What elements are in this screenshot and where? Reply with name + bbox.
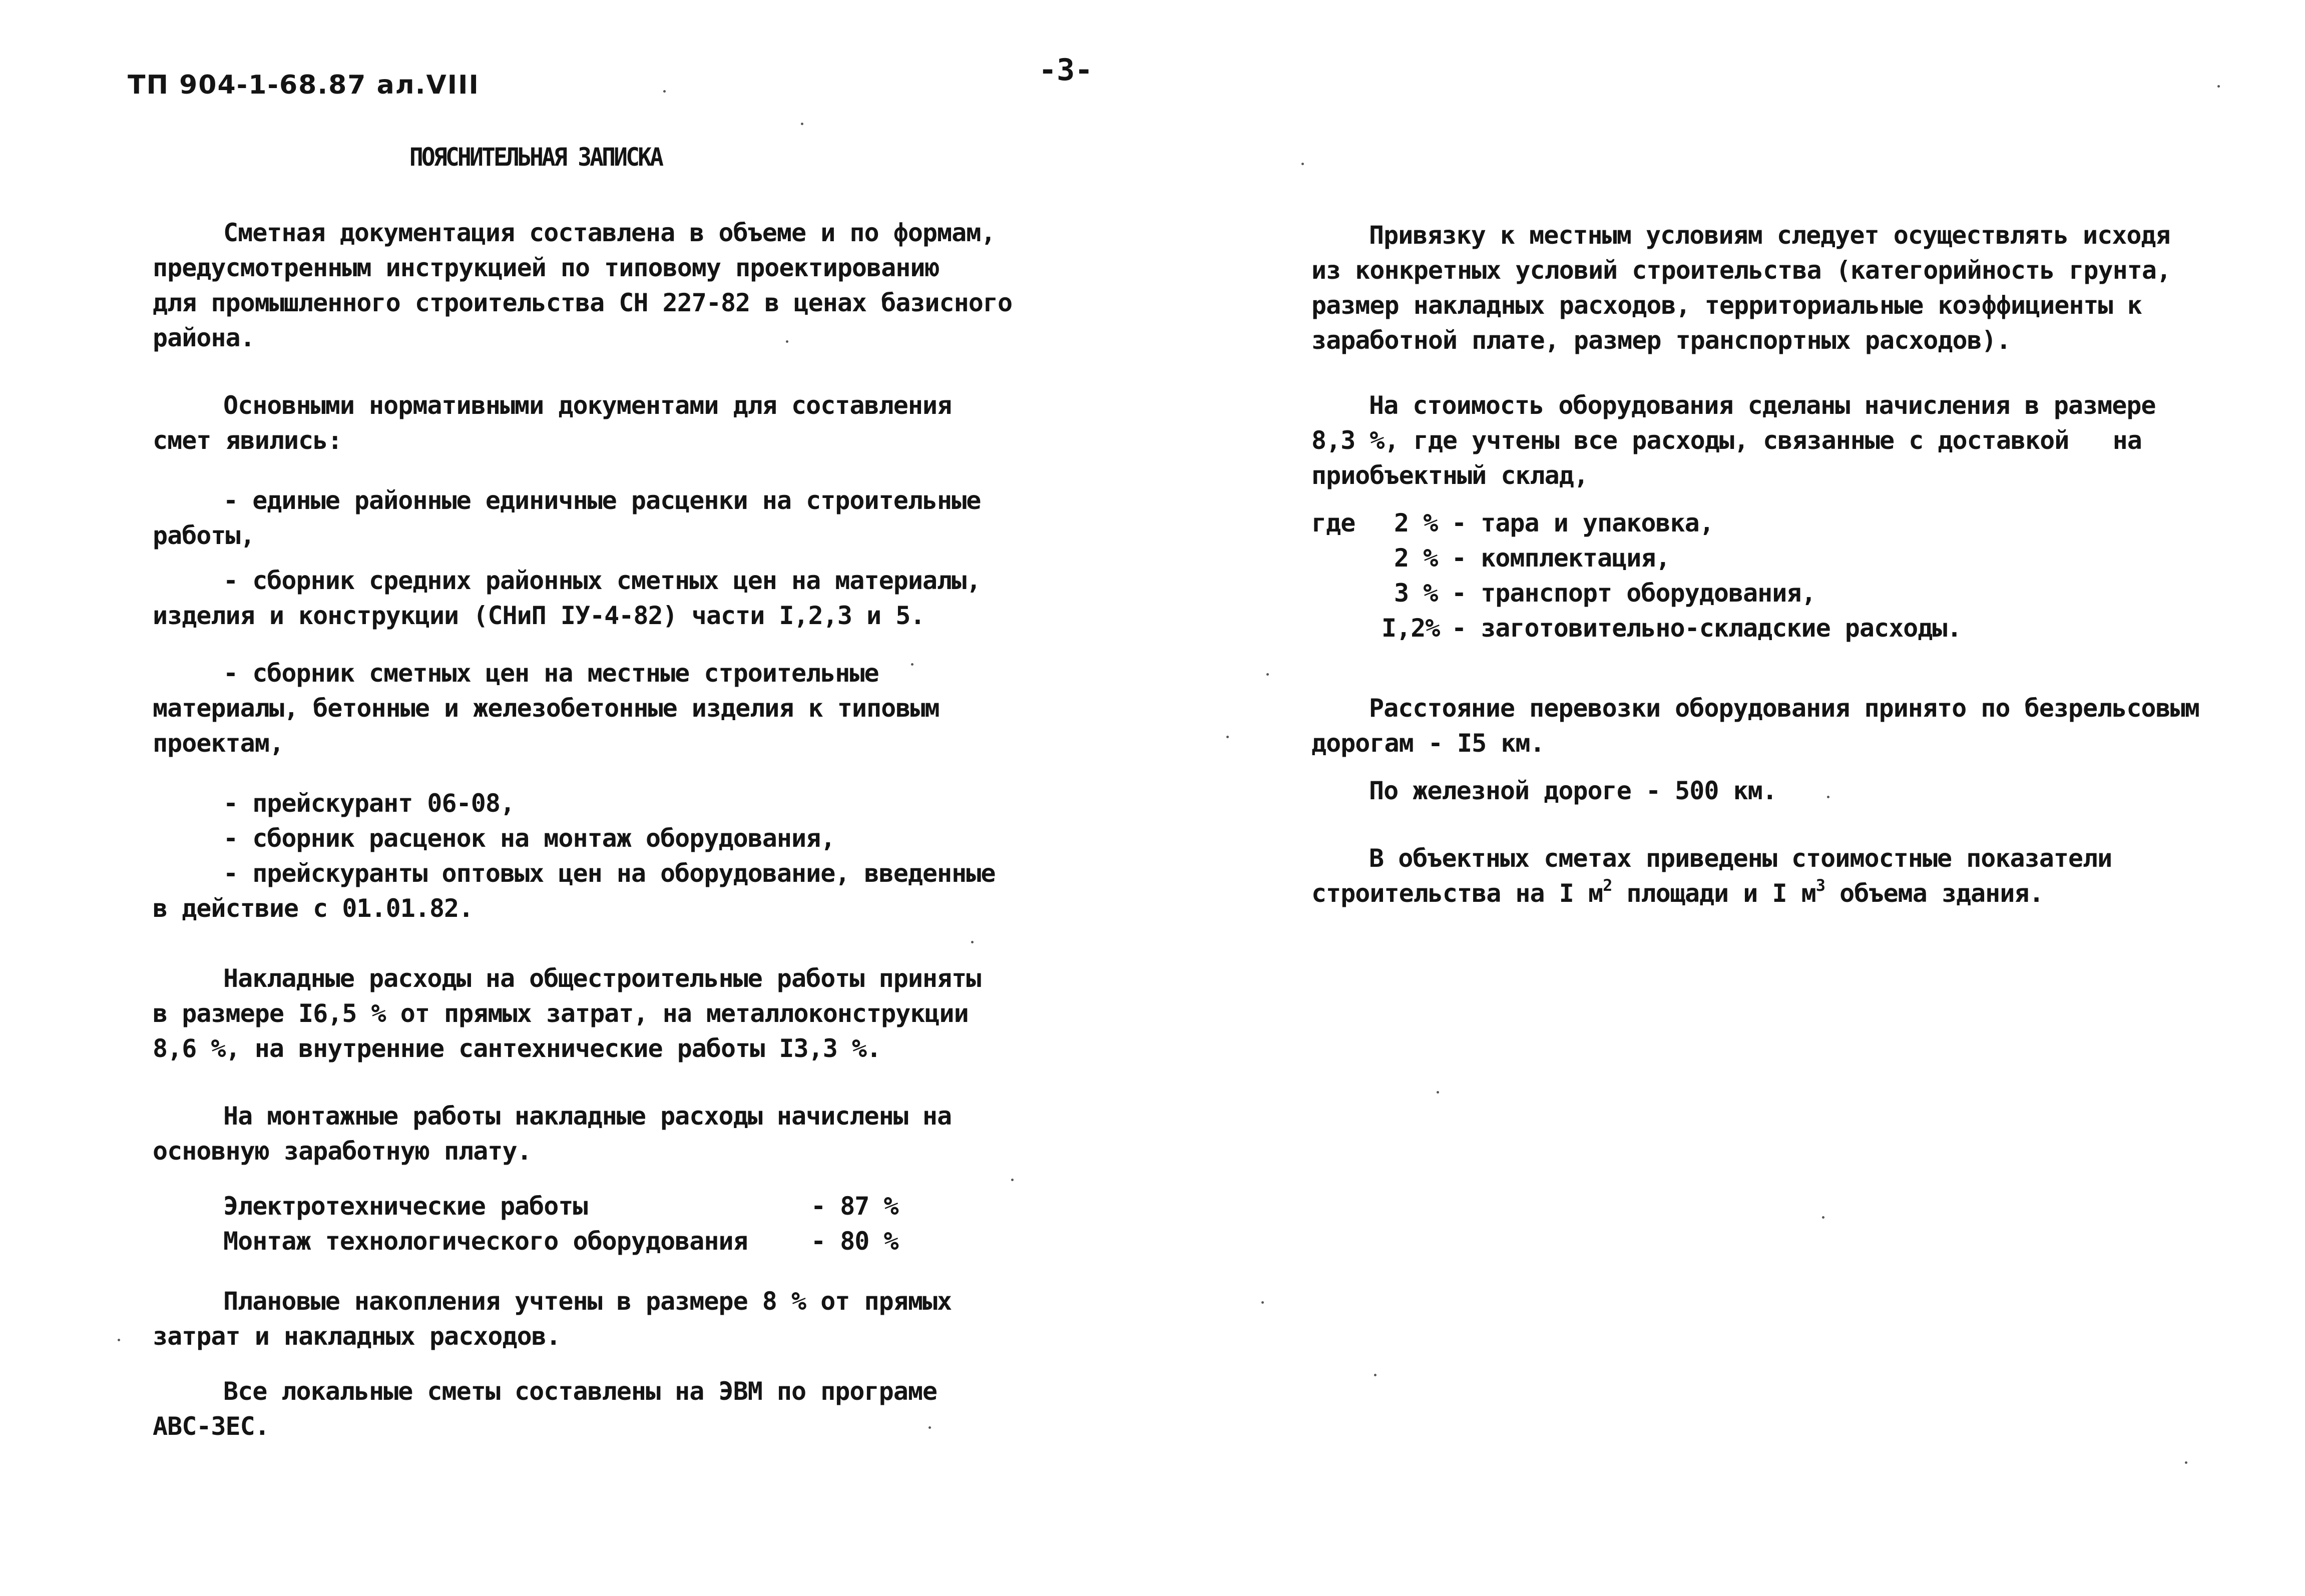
list-item-line: в действие с 01.01.82.	[153, 894, 474, 923]
rate-value: - 80 %	[811, 1227, 898, 1256]
scan-speck	[1437, 1091, 1439, 1094]
scan-speck	[2217, 85, 2220, 88]
breakdown-text: - заготовительно-складские расходы.	[1452, 614, 1962, 643]
paragraph-line: предусмотренным инструкцией по типовому проектированию	[153, 253, 940, 282]
paragraph-line: размер накладных расходов, территориальные коэффициенты к	[1311, 291, 2142, 320]
scan-speck	[1226, 736, 1229, 738]
list-item-line: проектам,	[153, 729, 284, 758]
paragraph-line: в размере I6,5 % от прямых затрат, на металлоконструкции	[153, 999, 969, 1028]
paragraph-line: По железной дороге - 500 км.	[1369, 776, 1777, 805]
list-item-line: - сборник средних районных сметных цен на материалы,	[223, 566, 981, 595]
paragraph-line: Сметная документация составлена в объеме и по формам,	[223, 218, 996, 247]
breakdown-text: - транспорт оборудования,	[1452, 579, 1816, 608]
scan-speck	[1822, 1216, 1824, 1219]
breakdown-value: 2 %	[1394, 544, 1438, 573]
paragraph-line: дорогам - I5 км.	[1311, 729, 1545, 758]
paragraph-line: приобъектный склад,	[1311, 461, 1588, 490]
list-item-line: изделия и конструкции (СНиП IУ-4-82) части I,2,3 и 5.	[153, 601, 925, 630]
breakdown-text: - комплектация,	[1452, 544, 1670, 573]
list-item-line: - единые районные единичные расценки на строительные	[223, 486, 981, 515]
text-fragment: строительства на I м	[1311, 879, 1603, 908]
list-item-line: - сборник расценок на монтаж оборудования,	[223, 824, 835, 853]
breakdown-text: - тара и упаковка,	[1452, 508, 1714, 538]
paragraph-line: АВС-ЗЕС.	[153, 1412, 269, 1441]
document-code: ТП 904-1-68.87 ал.VIII	[128, 70, 480, 100]
paragraph-line: основную заработную плату.	[153, 1137, 532, 1166]
scan-speck	[1827, 796, 1829, 798]
document-title: ПОЯСНИТЕЛЬНАЯ ЗАПИСКА	[409, 143, 662, 172]
scan-speck	[1261, 1301, 1264, 1304]
list-item-line: работы,	[153, 521, 255, 550]
scan-speck	[1266, 673, 1269, 676]
paragraph-line: из конкретных условий строительства (категорийность грунта,	[1311, 256, 2171, 285]
paragraph-line: для промышленного строительства СН 227-82 в ценах базисного	[153, 288, 1013, 317]
list-item-line: - сборник сметных цен на местные строительные	[223, 659, 879, 688]
scan-speck	[1011, 1179, 1014, 1181]
rate-label: Электротехнические работы	[223, 1192, 588, 1221]
paragraph-line: смет явились:	[153, 426, 342, 455]
paragraph-line: Накладные расходы на общестроительные работы приняты	[223, 964, 981, 993]
scan-speck	[1374, 1374, 1376, 1376]
paragraph-line: района.	[153, 323, 255, 352]
where-label: где	[1311, 508, 1355, 538]
rate-value: - 87 %	[811, 1192, 898, 1221]
scan-speck	[663, 90, 666, 93]
paragraph-line	[1311, 876, 2044, 911]
breakdown-value: 3 %	[1394, 579, 1438, 608]
superscript-three: 3	[1815, 876, 1825, 895]
scan-speck	[801, 123, 803, 125]
breakdown-value: I,2%	[1381, 614, 1440, 643]
superscript-two: 2	[1603, 876, 1612, 895]
paragraph-line: В объектных сметах приведены стоимостные показатели	[1369, 844, 2112, 873]
paragraph-line: Расстояние перевозки оборудования принято по безрельсовым	[1369, 694, 2199, 723]
text-fragment: площади и I м	[1612, 879, 1816, 908]
text-fragment: объема здания.	[1825, 879, 2044, 908]
paragraph-line: заработной плате, размер транспортных расходов).	[1311, 326, 2011, 355]
scan-speck	[911, 663, 913, 666]
list-item-line: - прейскурант 06-08,	[223, 789, 515, 818]
paragraph-line: На стоимость оборудования сделаны начисления в размере	[1369, 391, 2156, 420]
paragraph-line: Все локальные сметы составлены на ЭВМ по програме	[223, 1377, 938, 1406]
scan-speck	[786, 340, 788, 343]
scan-speck	[1301, 163, 1304, 165]
page-number: -3-	[1039, 53, 1093, 88]
paragraph-line: 8,3 %, где учтены все расходы, связанные с доставкой на	[1311, 426, 2142, 455]
paragraph-line: Привязку к местным условиям следует осуществлять исходя	[1369, 221, 2170, 250]
paragraph-line: затрат и накладных расходов.	[153, 1322, 561, 1351]
paragraph-line: Основными нормативными документами для составления	[223, 391, 952, 420]
paragraph-line: Плановые накопления учтены в размере 8 % от прямых	[223, 1287, 952, 1316]
paragraph-line: На монтажные работы накладные расходы начислены на	[223, 1102, 952, 1131]
scan-speck	[118, 1339, 120, 1341]
scan-speck	[971, 941, 974, 943]
scan-speck	[929, 1426, 931, 1429]
scan-speck	[2185, 1461, 2187, 1464]
rate-label: Монтаж технологического оборудования	[223, 1227, 748, 1256]
paragraph-line: 8,6 %, на внутренние сантехнические работы I3,3 %.	[153, 1034, 881, 1063]
breakdown-value: 2 %	[1394, 508, 1438, 538]
list-item-line: материалы, бетонные и железобетонные изделия к типовым	[153, 694, 940, 723]
list-item-line: - прейскуранты оптовых цен на оборудование, введенные	[223, 859, 996, 888]
